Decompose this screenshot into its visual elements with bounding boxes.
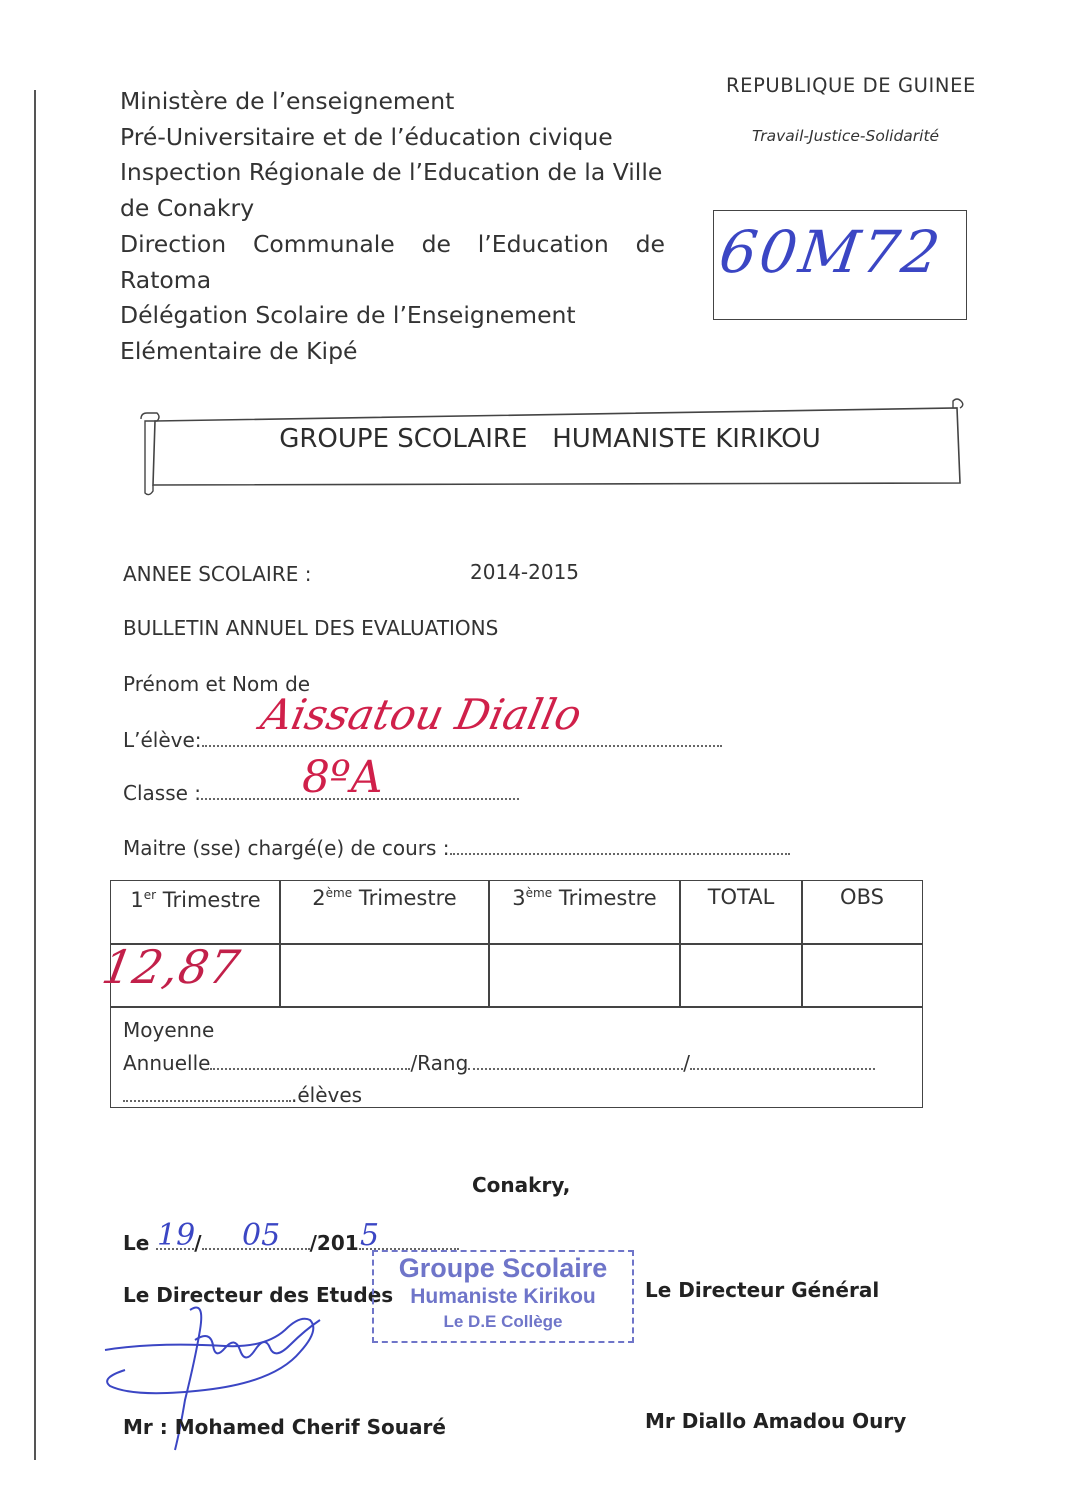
students-dotted-line	[123, 1082, 291, 1102]
director-general-title: Le Directeur Général	[645, 1278, 880, 1302]
class-label: Classe :	[123, 781, 202, 805]
ministry-line-5: Ratoma	[120, 265, 212, 294]
annuelle-label: Annuelle	[123, 1051, 211, 1075]
direction-word: de	[635, 229, 665, 258]
student-name-handwritten: Aissatou Diallo	[256, 690, 586, 739]
direction-word: de	[421, 229, 451, 258]
rang-label: /Rang	[410, 1051, 469, 1075]
direction-word: Communale	[253, 229, 395, 258]
moyenne-label: Moyenne	[123, 1018, 215, 1042]
direction-word: l’Education	[477, 229, 609, 258]
grades-value-cell	[679, 943, 803, 1008]
date-prefix: Le	[123, 1231, 150, 1255]
eleves-label: .élèves	[291, 1083, 363, 1107]
republic-title: REPUBLIQUE DE GUINEE	[726, 74, 976, 97]
national-motto: Travail-Justice-Solidarité	[752, 127, 940, 145]
banner-right-curl	[953, 399, 963, 408]
ministry-line-7: Elémentaire de Kipé	[120, 336, 358, 365]
registration-number: 60M72	[715, 218, 947, 286]
date-day-handwritten: 19	[157, 1218, 196, 1253]
header-total: TOTAL	[707, 885, 775, 909]
rank-slash: /	[683, 1051, 691, 1075]
stamp-line-3: Le D.E Collège	[443, 1312, 563, 1331]
ministry-line-3: Inspection Régionale de l’Education de la Ville	[120, 158, 663, 187]
direction-word: Direction	[120, 229, 227, 258]
total-students-dotted-line	[690, 1050, 875, 1070]
grades-table	[110, 880, 923, 1108]
stamp-line-1: Groupe Scolaire	[398, 1253, 608, 1283]
date-month-handwritten: 05	[242, 1218, 281, 1253]
director-general-name: Mr Diallo Amadou Oury	[645, 1409, 907, 1433]
header-trimestre-3: 3ème Trimestre	[512, 886, 657, 910]
date-year-handwritten: 5	[360, 1218, 380, 1253]
header-trimestre-2: 2ème Trimestre	[312, 886, 457, 910]
grades-value-cell	[488, 943, 681, 1008]
school-stamp	[372, 1250, 634, 1343]
trimestre-1-grade-handwritten: 12,87	[98, 940, 245, 994]
teacher-dotted-line	[450, 835, 790, 855]
grades-value-cell	[279, 943, 490, 1008]
student-name-label-2: L’élève:	[123, 728, 202, 752]
teacher-row	[123, 835, 790, 860]
class-handwritten: 8ºA	[302, 752, 383, 803]
date-row: Le / /201	[123, 1230, 459, 1255]
average-dotted-line	[210, 1050, 410, 1070]
rank-dotted-line	[468, 1050, 683, 1070]
left-margin-line	[34, 90, 36, 1460]
ministry-line-1: Ministère de l’enseignement	[120, 87, 455, 115]
annual-average-row	[123, 1050, 875, 1075]
student-name-label-1: Prénom et Nom de	[123, 672, 311, 696]
header-trimestre-1: 1er Trimestre	[130, 888, 261, 912]
director-studies-title: Le Directeur des Etudes	[123, 1283, 394, 1307]
teacher-label: Maitre (sse) chargé(e) de cours :	[123, 836, 450, 860]
school-name: GROUPE SCOLAIRE HUMANISTE KIRIKOU	[279, 424, 821, 454]
ministry-direction-line	[120, 227, 665, 263]
ministry-line-6: Délégation Scolaire de l’Enseignement	[120, 301, 576, 330]
stamp-line-2: Humaniste Kirikou	[410, 1285, 596, 1308]
year-prefix: /201	[309, 1231, 359, 1255]
ministry-header	[120, 84, 665, 370]
school-year-label: ANNEE SCOLAIRE :	[123, 562, 312, 586]
header-obs: OBS	[840, 885, 884, 909]
school-year-value: 2014-2015	[470, 560, 580, 584]
bulletin-title: BULLETIN ANNUEL DES EVALUATIONS	[123, 616, 499, 640]
city-label: Conakry,	[472, 1173, 571, 1197]
director-studies-name: Mr : Mohamed Cherif Souaré	[123, 1415, 446, 1439]
grades-value-cell	[801, 943, 923, 1008]
ministry-line-2: Pré-Universitaire et de l’éducation civique	[120, 122, 613, 151]
students-row	[123, 1082, 362, 1107]
ministry-line-4: de Conakry	[120, 194, 255, 223]
